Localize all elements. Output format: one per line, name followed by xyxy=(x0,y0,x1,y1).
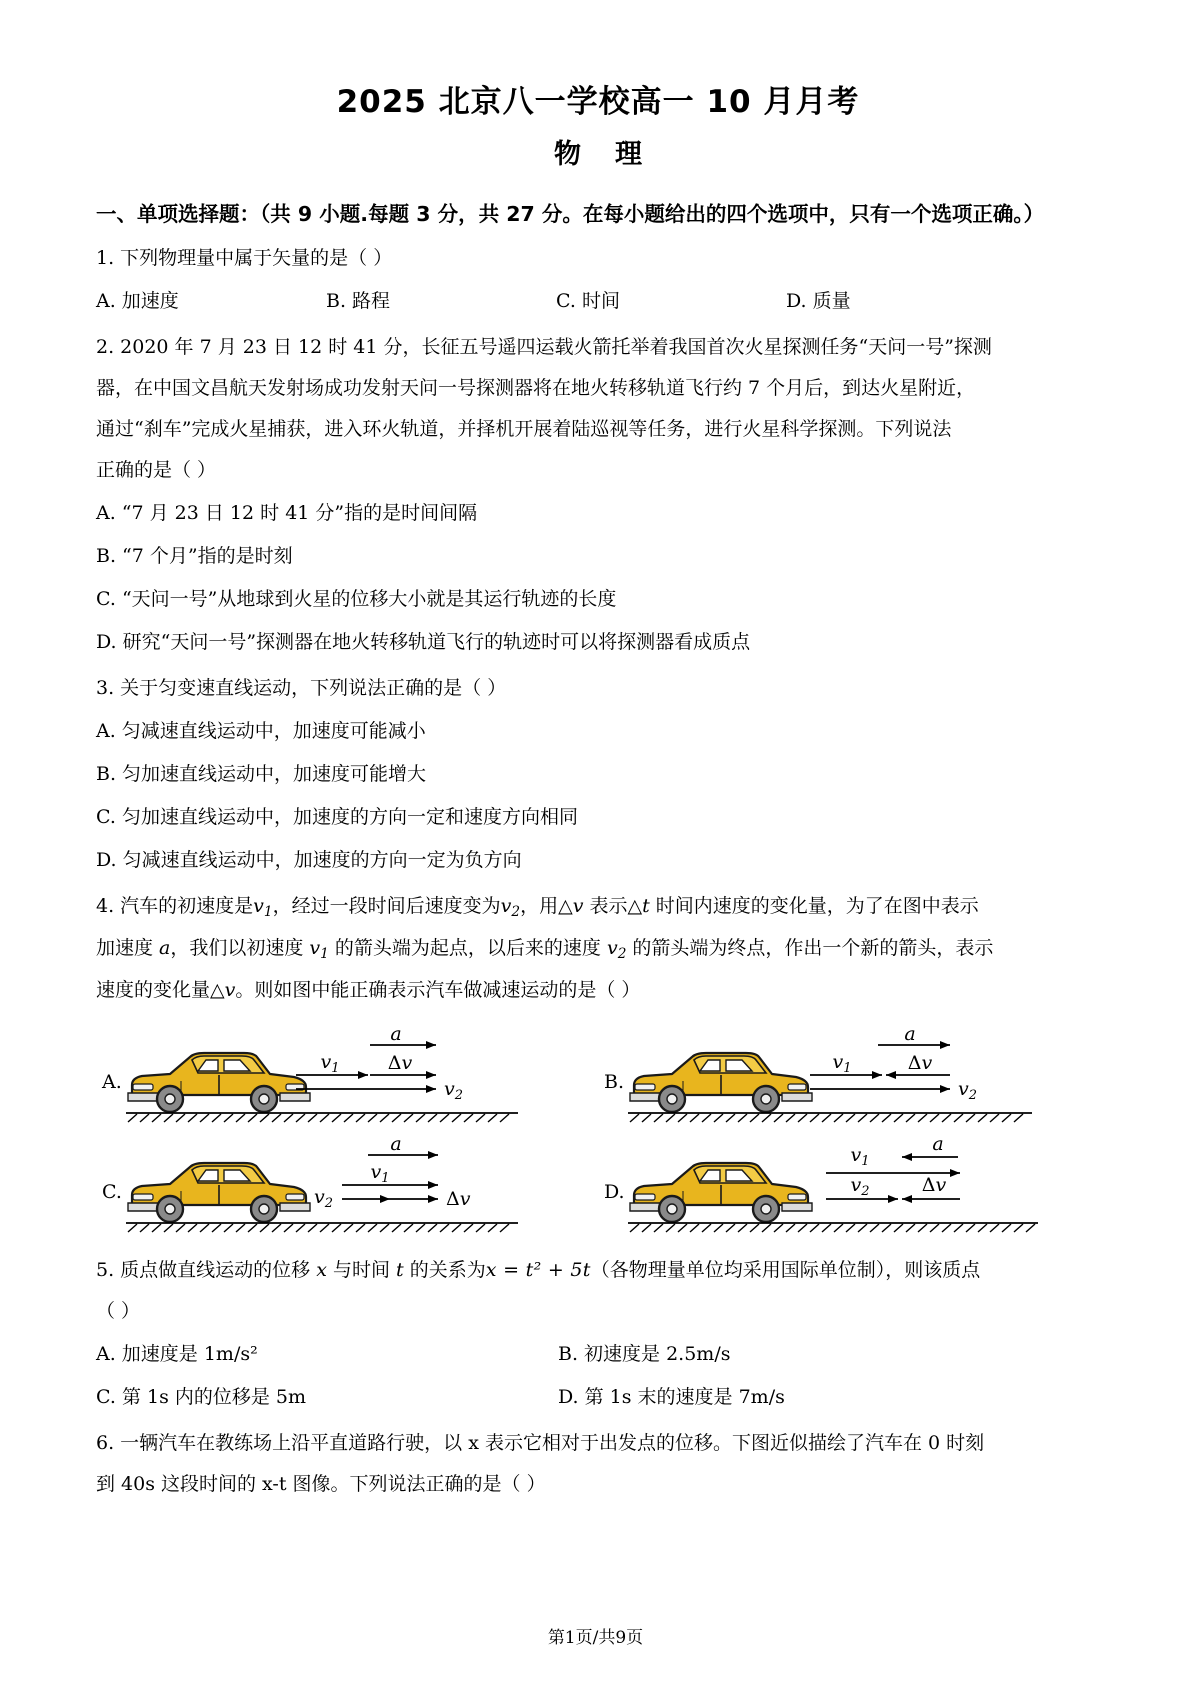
question-4-figures xyxy=(96,1023,1100,1243)
q4-var-v2b: v xyxy=(606,937,618,959)
label-v2: $v_2$ xyxy=(958,1077,978,1103)
question-1-stem: 1. 下列物理量中属于矢量的是（ ） xyxy=(96,246,393,269)
question-2-option-b: B. “7 个月”指的是时刻 xyxy=(96,545,293,568)
q5-text-3: 的关系为 xyxy=(403,1258,486,1281)
question-2-option-a: A. “7 月 23 日 12 时 41 分”指的是时间间隔 xyxy=(96,502,478,525)
q5-text-1: 5. 质点做直线运动的位移 xyxy=(96,1258,317,1281)
q4-text-1: 4. 汽车的初速度是 xyxy=(96,895,254,918)
q4-text-11: 。则如图中能正确表示汽车做减速运动的是（ ） xyxy=(235,978,641,1001)
figure-a-diagram xyxy=(118,1023,588,1133)
question-3-option-b: B. 匀加速直线运动中，加速度可能增大 xyxy=(96,763,427,786)
question-5-options-row-2 xyxy=(96,1379,1100,1416)
question-3-option-c: C. 匀加速直线运动中，加速度的方向一定和速度方向相同 xyxy=(96,806,578,829)
ground-hatch-c xyxy=(126,1223,518,1232)
page-footer: 第1页/共9页 xyxy=(547,1628,644,1648)
q5-var-x: x xyxy=(316,1258,327,1281)
q5-formula: x = t² + 5t xyxy=(485,1258,591,1281)
q4-text-7: ，我们以初速度 xyxy=(170,937,310,959)
option-c: C. 时间 xyxy=(556,289,620,312)
label-a: a xyxy=(904,1022,916,1045)
page-content xyxy=(96,0,1100,1503)
figure-a-label: A. xyxy=(102,1070,122,1093)
subject-char-left: 物 xyxy=(554,139,581,171)
q5-var-t: t xyxy=(396,1258,404,1281)
question-3-option-a: A. 匀减速直线运动中，加速度可能减小 xyxy=(96,720,426,743)
q5-text-4: （各物理量单位均采用国际单位制），则该质点 xyxy=(590,1258,981,1281)
label-v2: $v_2$ xyxy=(850,1173,870,1199)
label-v2: $v_2$ xyxy=(444,1077,464,1103)
option-b: B. 路程 xyxy=(326,289,391,312)
q4-sub-4: 2 xyxy=(617,945,627,962)
subject-char-right: 理 xyxy=(615,139,642,171)
vector-arrows-d xyxy=(826,1133,960,1203)
question-1-options xyxy=(96,283,1100,320)
ground-hatch-d xyxy=(628,1223,1038,1232)
q4-var-v2: v xyxy=(500,895,512,918)
car-illustration-a xyxy=(128,1053,310,1112)
q4-sub-3: 1 xyxy=(320,945,329,962)
q5-option-b: B. 初速度是 2.5m/s xyxy=(558,1342,731,1365)
label-dv: Δv xyxy=(921,1173,947,1196)
car-illustration-b xyxy=(630,1053,812,1112)
question-5-stem-line-1 xyxy=(96,1252,1100,1289)
q4-text-5: 时间内速度的变化量，为了在图中表示 xyxy=(649,895,979,918)
q4-var-dv2: v xyxy=(224,978,236,1001)
figure-row-bottom xyxy=(96,1133,1100,1243)
q5-option-a: A. 加速度是 1m/s² xyxy=(96,1342,258,1365)
q5-option-c: C. 第 1s 内的位移是 5m xyxy=(96,1385,307,1408)
option-a: A. 加速度 xyxy=(96,289,179,312)
question-6-stem-line-2: 到 40s 这段时间的 x-t 图像。下列说法正确的是（ ） xyxy=(96,1472,546,1495)
figure-d-diagram xyxy=(620,1133,1090,1243)
q5-text-2: 与时间 xyxy=(326,1258,397,1281)
figure-c-diagram xyxy=(118,1133,588,1243)
label-v1: $v_1$ xyxy=(832,1050,852,1076)
label-a: a xyxy=(390,1022,402,1045)
figure-b-diagram xyxy=(620,1023,1090,1133)
q4-text-6: 加速度 xyxy=(96,937,160,959)
question-4-stem-line-3 xyxy=(96,972,1100,1009)
car-illustration-d xyxy=(630,1163,812,1222)
label-dv: Δv xyxy=(387,1051,413,1074)
q4-var-dv: v xyxy=(572,895,584,918)
vector-arrows-c xyxy=(314,1133,471,1211)
section-heading: 一、单项选择题：（共 9 小题.每题 3 分，共 27 分。在每小题给出的四个选项中，只有一个选项正确。） xyxy=(96,201,1045,226)
option-d: D. 质量 xyxy=(786,289,851,312)
label-dv: Δv xyxy=(907,1051,933,1074)
q5-option-d: D. 第 1s 末的速度是 7m/s xyxy=(558,1385,785,1408)
vector-arrows-a xyxy=(296,1023,463,1103)
car-illustration-c xyxy=(128,1163,310,1222)
figure-option-d xyxy=(598,1133,1100,1243)
figure-c-label: C. xyxy=(102,1180,122,1203)
label-v1: $v_1$ xyxy=(320,1050,340,1076)
figure-b-label: B. xyxy=(604,1070,625,1093)
question-2-stem-line-4: 正确的是（ ） xyxy=(96,459,217,482)
figure-d-label: D. xyxy=(604,1180,625,1203)
question-2-stem-line-3: 通过“刹车”完成火星捕获，进入环火轨道，并择机开展着陆巡视等任务，进行火星科学探测。下列说法 xyxy=(96,417,952,440)
q4-text-8: 的箭头端为起点，以后来的速度 xyxy=(328,937,607,959)
question-5-options-row-1 xyxy=(96,1336,1100,1373)
question-6-stem-line-1: 6. 一辆汽车在教练场上沿平直道路行驶，以 x 表示它相对于出发点的位移。下图近似描绘了汽车在 0 时刻 xyxy=(96,1431,985,1454)
q4-var-v1: v xyxy=(253,895,264,918)
label-a: a xyxy=(390,1132,402,1155)
q4-text-10: 速度的变化量△ xyxy=(96,978,225,1001)
figure-option-c xyxy=(96,1133,598,1243)
q4-text-3: ，用△ xyxy=(520,895,573,918)
ground-hatch-a xyxy=(126,1113,518,1122)
label-dv: Δv xyxy=(446,1187,471,1210)
figure-option-a xyxy=(96,1023,598,1133)
label-a: a xyxy=(932,1132,944,1155)
question-3-option-d: D. 匀减速直线运动中，加速度的方向一定为负方向 xyxy=(96,849,522,872)
q4-var-v1b: v xyxy=(309,937,321,959)
q4-text-2: ，经过一段时间后速度变为 xyxy=(272,895,501,918)
label-v1: $v_1$ xyxy=(850,1143,870,1169)
question-2-option-c: C. “天问一号”从地球到火星的位移大小就是其运行轨迹的长度 xyxy=(96,588,617,611)
q4-sub-1: 1 xyxy=(263,904,273,921)
vector-arrows-b xyxy=(810,1023,977,1103)
question-4-stem-line-1 xyxy=(96,888,1100,926)
question-2-stem-line-1: 2. 2020 年 7 月 23 日 12 时 41 分，长征五号遥四运载火箭托举着我国首次火星探测任务“天问一号”探测 xyxy=(96,335,992,358)
question-3-stem: 3. 关于匀变速直线运动，下列说法正确的是（ ） xyxy=(96,677,507,700)
figure-row-top xyxy=(96,1023,1100,1133)
ground-hatch-b xyxy=(628,1113,1032,1122)
page-title: 2025 北京八一学校高一 10 月月考 xyxy=(336,84,860,120)
label-v2: $v_2$ xyxy=(314,1185,334,1211)
q4-text-9: 的箭头端为终点，作出一个新的箭头，表示 xyxy=(626,937,994,959)
q4-sub-2: 2 xyxy=(511,904,521,921)
question-5-stem-line-2: （ ） xyxy=(96,1299,141,1322)
question-2-option-d: D. 研究“天问一号”探测器在地火转移轨道飞行的轨迹时可以将探测器看成质点 xyxy=(96,631,751,654)
q4-text-4: 表示△ xyxy=(583,895,643,918)
figure-option-b xyxy=(598,1023,1100,1133)
question-4-stem-line-2 xyxy=(96,930,1100,968)
q4-var-a: a xyxy=(159,937,171,959)
q4-var-t: t xyxy=(642,895,650,918)
question-2-stem-line-2: 器，在中国文昌航天发射场成功发射天问一号探测器将在地火转移轨道飞行约 7 个月后，到达火星附近， xyxy=(96,376,976,399)
label-v1: $v_1$ xyxy=(370,1160,390,1186)
subject-title xyxy=(96,139,1100,171)
